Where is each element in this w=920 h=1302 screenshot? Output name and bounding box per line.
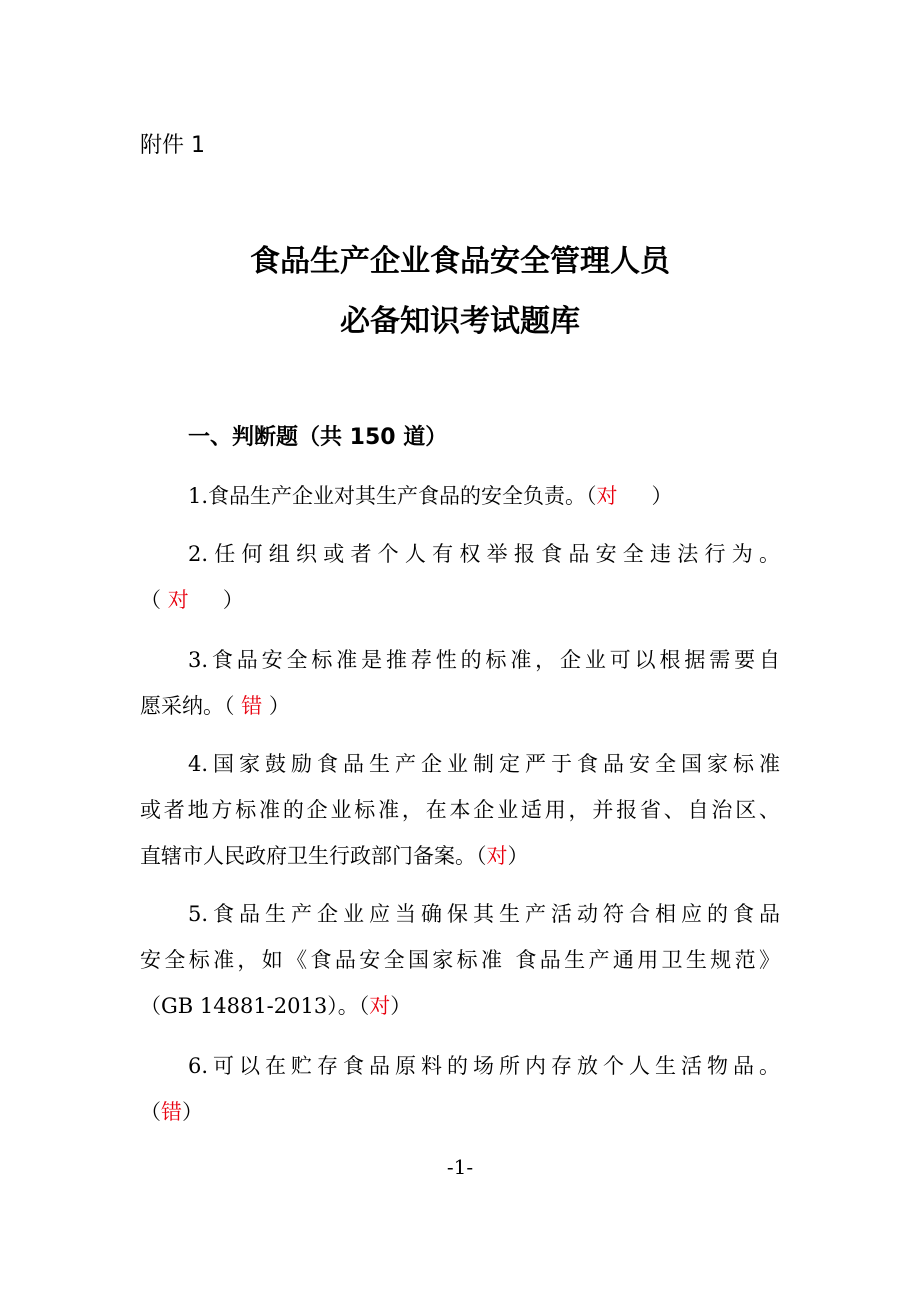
question-2-line-2	[140, 584, 244, 614]
title-line-1: 食品生产企业食品安全管理人员	[250, 244, 670, 279]
question-6-close: ）	[182, 1100, 203, 1124]
question-3-answer: 错	[241, 694, 263, 718]
question-4-line-3	[140, 840, 529, 870]
question-3-line-2	[140, 690, 290, 720]
question-6-line-2	[140, 1096, 203, 1126]
question-2-answer: 对	[167, 588, 189, 612]
question-2-close: ）	[222, 588, 244, 612]
question-5-answer: 对	[369, 994, 391, 1018]
question-5-close: ）	[390, 994, 412, 1018]
attachment-label: 附件 1	[140, 133, 205, 158]
section-heading: 一、判断题（共 150 道）	[188, 425, 448, 450]
title-line-2: 必备知识考试题库	[340, 304, 580, 339]
question-6-answer: 错	[161, 1100, 182, 1124]
question-1-close: ）	[651, 484, 673, 508]
question-2-open: （	[140, 588, 168, 612]
question-1-answer: 对	[596, 484, 618, 508]
question-5-text: （GB 14881-2013）。（	[140, 994, 370, 1018]
question-3-line-1: 3.食品安全标准是推荐性的标准，企业可以根据需要自	[188, 648, 780, 672]
question-1-text: 1.食品生产企业对其生产食品的安全负责。（	[188, 484, 597, 508]
question-4-text: 直辖市人民政府卫生行政部门备案。（	[140, 844, 487, 868]
question-4-close: ）	[507, 844, 529, 868]
question-3-close: ）	[262, 694, 290, 718]
question-6-open: （	[140, 1100, 161, 1124]
question-4-line-1: 4.国家鼓励食品生产企业制定严于食品安全国家标准	[188, 752, 780, 776]
page-number: -1-	[446, 1155, 474, 1179]
question-5-line-2: 安全标准，如《食品安全国家标准 食品生产通用卫生规范》	[140, 948, 780, 972]
question-5-line-1: 5.食品生产企业应当确保其生产活动符合相应的食品	[188, 902, 780, 926]
question-2-line-1: 2.任何组织或者个人有权举报食品安全违法行为。	[188, 542, 780, 566]
question-4-line-2: 或者地方标准的企业标准，在本企业适用，并报省、自治区、	[140, 798, 780, 822]
question-6-line-1: 6.可以在贮存食品原料的场所内存放个人生活物品。	[188, 1054, 780, 1078]
question-1-line-1	[188, 480, 673, 510]
question-5-line-3	[140, 990, 411, 1020]
question-3-text: 愿采纳。（	[140, 694, 242, 718]
question-4-answer: 对	[486, 844, 508, 868]
